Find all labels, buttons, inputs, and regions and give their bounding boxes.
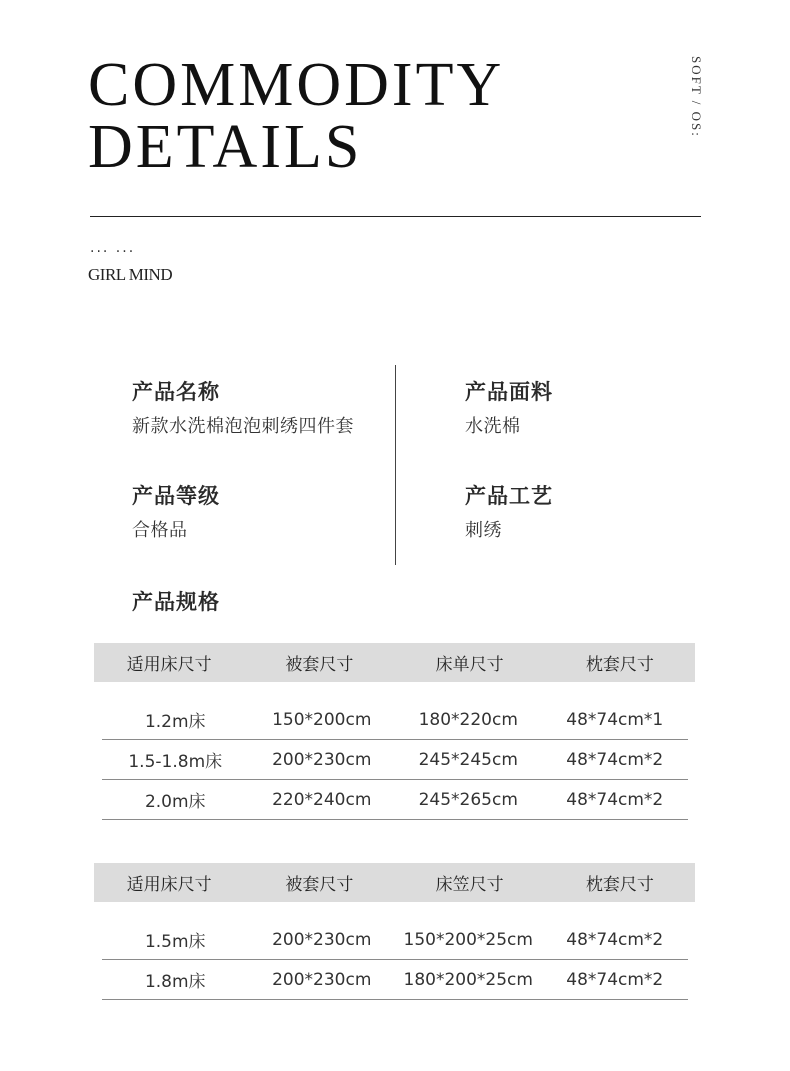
table-cell: 48*74cm*2 bbox=[566, 749, 664, 770]
title-line-2: DETAILS bbox=[88, 113, 363, 181]
table-cell: 200*230cm bbox=[272, 749, 372, 770]
table-header bbox=[94, 863, 695, 902]
table-cell: 1.2m床 bbox=[144, 712, 206, 732]
field-material bbox=[465, 376, 553, 438]
decorative-dots: ... ... bbox=[90, 240, 136, 256]
table-cell: 48*74cm*2 bbox=[566, 789, 664, 810]
grade-label: 产品等级 bbox=[132, 484, 220, 508]
material-value: 水洗棉 bbox=[465, 416, 521, 437]
table-cell: 150*200*25cm bbox=[403, 929, 533, 950]
product-name-value: 新款水洗棉泡泡刺绣四件套 bbox=[132, 416, 354, 437]
table-cell: 245*265cm bbox=[418, 789, 518, 810]
table-cell: 200*230cm bbox=[272, 929, 372, 950]
field-divider bbox=[395, 365, 396, 565]
table-cell: 1.5m床 bbox=[144, 932, 206, 952]
title-line-1: COMMODITY bbox=[88, 51, 505, 119]
table-cell: 48*74cm*2 bbox=[566, 969, 664, 990]
header-cell: 床笠尺寸 bbox=[435, 875, 504, 895]
header-cell: 适用床尺寸 bbox=[126, 655, 212, 675]
table-cell: 1.8m床 bbox=[144, 972, 206, 992]
table-cell: 220*240cm bbox=[272, 789, 372, 810]
table-cell: 1.5-1.8m床 bbox=[128, 752, 223, 772]
table-cell: 245*245cm bbox=[418, 749, 518, 770]
table-row bbox=[102, 700, 688, 740]
size-table-1 bbox=[94, 643, 695, 820]
table-cell: 200*230cm bbox=[272, 969, 372, 990]
header-cell: 枕套尺寸 bbox=[585, 875, 654, 895]
product-name-label: 产品名称 bbox=[132, 380, 220, 404]
table-row bbox=[102, 920, 688, 960]
table-cell: 180*200*25cm bbox=[403, 969, 533, 990]
table-cell: 180*220cm bbox=[418, 709, 518, 730]
header-cell: 床单尺寸 bbox=[435, 655, 504, 675]
table-header bbox=[94, 643, 695, 682]
table-row bbox=[102, 960, 688, 1000]
table-row bbox=[102, 740, 688, 780]
table-cell: 48*74cm*2 bbox=[566, 929, 664, 950]
header-cell: 被套尺寸 bbox=[285, 655, 354, 675]
grade-value: 合格品 bbox=[132, 520, 188, 541]
size-table-2 bbox=[94, 863, 695, 1000]
table-cell: 2.0m床 bbox=[144, 792, 206, 812]
subtitle: GIRL MIND bbox=[88, 265, 173, 284]
header-divider bbox=[90, 216, 701, 217]
table-cell: 48*74cm*1 bbox=[566, 709, 664, 730]
header-cell: 枕套尺寸 bbox=[585, 655, 654, 675]
header-cell: 被套尺寸 bbox=[285, 875, 354, 895]
table-cell: 150*200cm bbox=[272, 709, 372, 730]
craft-label: 产品工艺 bbox=[465, 484, 553, 508]
field-craft bbox=[465, 480, 553, 542]
header-cell: 适用床尺寸 bbox=[126, 875, 212, 895]
spec-title: 产品规格 bbox=[132, 590, 220, 614]
table-row bbox=[102, 780, 688, 820]
vertical-tag: SOFT / OS: bbox=[689, 56, 704, 138]
page-title bbox=[88, 51, 505, 181]
field-grade bbox=[132, 480, 220, 542]
craft-value: 刺绣 bbox=[465, 520, 502, 541]
material-label: 产品面料 bbox=[465, 380, 553, 404]
field-product-name bbox=[132, 376, 354, 438]
